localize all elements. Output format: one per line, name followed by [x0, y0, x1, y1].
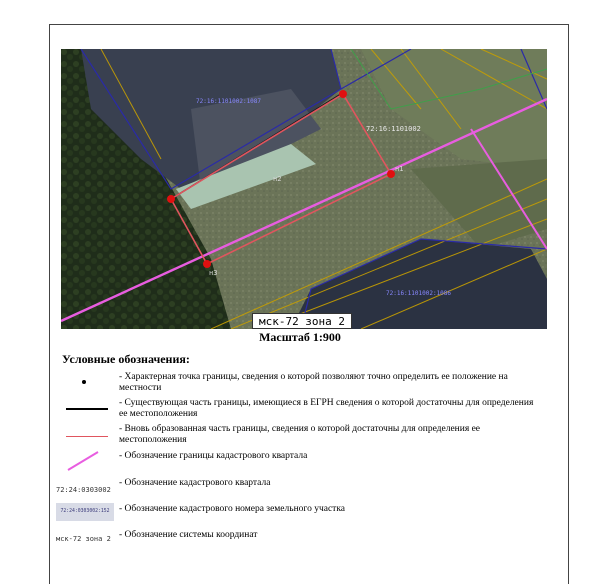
coordinate-system-symbol: мск-72 зона 2 — [56, 535, 111, 543]
legend-title: Условные обозначения: — [62, 352, 190, 366]
kvartal-symbol: 72:24:0303002 — [56, 486, 111, 494]
legend-item-cadastral-number: - Обозначение кадастрового номера земельного участка — [119, 504, 346, 514]
legend-item-kvartal: - Обозначение кадастрового квартала — [119, 478, 271, 488]
legend-item-coordinate-system: - Обозначение системы координат — [119, 530, 258, 540]
point-symbol — [82, 380, 86, 384]
existing-boundary-symbol — [66, 408, 108, 410]
kvartal-number-label: 72:16:1101002 — [366, 125, 421, 133]
legend-item-new-boundary: - Вновь образованная часть границы, сведения о которой достаточны для определения ее местоположения — [119, 424, 481, 445]
boundary-point[interactable] — [167, 195, 175, 203]
new-boundary-symbol — [66, 436, 108, 437]
legend-item-point: - Характерная точка границы, сведения о которой позволяют точно определить ее положение на местности — [119, 372, 508, 393]
point-label: н3 — [209, 269, 218, 277]
boundary-point[interactable] — [203, 260, 211, 268]
satellite-map[interactable] — [61, 49, 547, 329]
point-label: н2 — [273, 175, 282, 183]
parcel-number-label: 72:16:1101002:1087 — [196, 98, 262, 105]
parcel-number-label: 72:16:1101002:1086 — [386, 290, 452, 297]
kvartal-boundary-symbol — [66, 450, 100, 472]
coordinate-system-label: мск-72 зона 2 — [252, 313, 352, 329]
map-scale: Масштаб 1:900 — [259, 330, 341, 344]
legend-item-existing-boundary: - Существующая часть границы, имеющиеся в ЕГРН сведения о которой достаточны для определения ее местоположения — [119, 398, 534, 419]
point-label: н1 — [395, 165, 404, 173]
legend-item-kvartal-boundary: - Обозначение границы кадастрового квартала — [119, 451, 308, 461]
cadastral-number-symbol: 72:24:0303002:152 — [56, 503, 114, 521]
boundary-point[interactable] — [387, 170, 395, 178]
boundary-point[interactable] — [339, 90, 347, 98]
